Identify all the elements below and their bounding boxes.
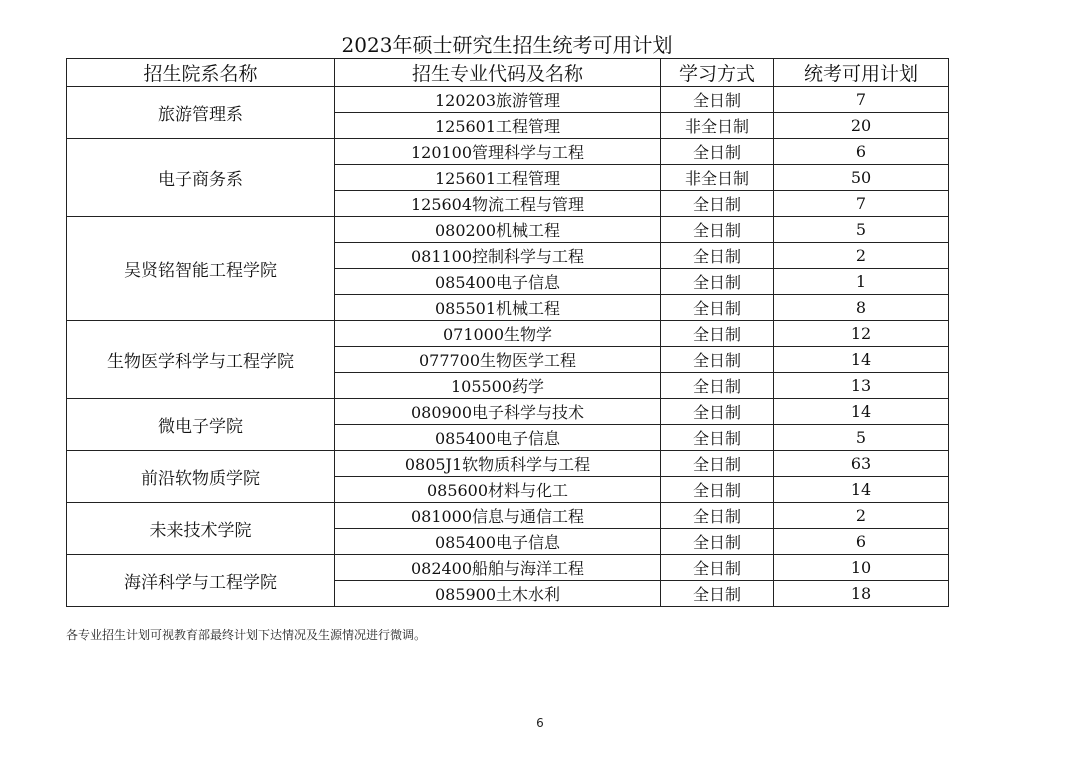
page-number: 6 <box>536 716 544 730</box>
study-mode-cell: 全日制 <box>661 295 774 321</box>
header-quota: 统考可用计划 <box>774 59 949 87</box>
quota-cell: 20 <box>774 113 949 139</box>
department-cell: 电子商务系 <box>67 139 335 217</box>
major-cell: 081000信息与通信工程 <box>335 503 661 529</box>
table-row <box>67 321 949 347</box>
major-cell: 085501机械工程 <box>335 295 661 321</box>
quota-cell: 7 <box>774 191 949 217</box>
major-cell: 080900电子科学与技术 <box>335 399 661 425</box>
department-cell: 微电子学院 <box>67 399 335 451</box>
major-cell: 080200机械工程 <box>335 217 661 243</box>
table-row <box>67 87 949 113</box>
quota-cell: 2 <box>774 503 949 529</box>
table-row <box>67 139 949 165</box>
study-mode-cell: 非全日制 <box>661 113 774 139</box>
quota-cell: 2 <box>774 243 949 269</box>
table-row <box>67 217 949 243</box>
study-mode-cell: 全日制 <box>661 191 774 217</box>
quota-cell: 10 <box>774 555 949 581</box>
footnote: 各专业招生计划可视教育部最终计划下达情况及生源情况进行微调。 <box>66 628 427 642</box>
table-header-row <box>67 59 949 87</box>
study-mode-cell: 全日制 <box>661 555 774 581</box>
department-cell: 吴贤铭智能工程学院 <box>67 217 335 321</box>
major-cell: 085600材料与化工 <box>335 477 661 503</box>
quota-cell: 5 <box>774 217 949 243</box>
header-study-mode: 学习方式 <box>661 59 774 87</box>
study-mode-cell: 全日制 <box>661 581 774 607</box>
department-cell: 海洋科学与工程学院 <box>67 555 335 607</box>
quota-cell: 6 <box>774 529 949 555</box>
major-cell: 082400船舶与海洋工程 <box>335 555 661 581</box>
major-cell: 081100控制科学与工程 <box>335 243 661 269</box>
department-cell: 未来技术学院 <box>67 503 335 555</box>
header-department: 招生院系名称 <box>67 59 335 87</box>
quota-cell: 8 <box>774 295 949 321</box>
study-mode-cell: 全日制 <box>661 451 774 477</box>
major-cell: 085400电子信息 <box>335 269 661 295</box>
major-cell: 0805J1软物质科学与工程 <box>335 451 661 477</box>
table-body <box>67 87 949 607</box>
quota-cell: 50 <box>774 165 949 191</box>
major-cell: 077700生物医学工程 <box>335 347 661 373</box>
department-cell: 旅游管理系 <box>67 87 335 139</box>
study-mode-cell: 全日制 <box>661 425 774 451</box>
study-mode-cell: 全日制 <box>661 347 774 373</box>
study-mode-cell: 全日制 <box>661 477 774 503</box>
table-row <box>67 399 949 425</box>
quota-cell: 12 <box>774 321 949 347</box>
study-mode-cell: 全日制 <box>661 373 774 399</box>
quota-cell: 1 <box>774 269 949 295</box>
quota-cell: 14 <box>774 347 949 373</box>
quota-cell: 5 <box>774 425 949 451</box>
study-mode-cell: 非全日制 <box>661 165 774 191</box>
department-cell: 前沿软物质学院 <box>67 451 335 503</box>
study-mode-cell: 全日制 <box>661 139 774 165</box>
header-major: 招生专业代码及名称 <box>335 59 661 87</box>
department-cell: 生物医学科学与工程学院 <box>67 321 335 399</box>
study-mode-cell: 全日制 <box>661 87 774 113</box>
quota-cell: 13 <box>774 373 949 399</box>
major-cell: 125604物流工程与管理 <box>335 191 661 217</box>
major-cell: 085400电子信息 <box>335 529 661 555</box>
table-row <box>67 503 949 529</box>
major-cell: 125601工程管理 <box>335 113 661 139</box>
study-mode-cell: 全日制 <box>661 503 774 529</box>
major-cell: 085900土木水利 <box>335 581 661 607</box>
quota-cell: 6 <box>774 139 949 165</box>
major-cell: 125601工程管理 <box>335 165 661 191</box>
major-cell: 105500药学 <box>335 373 661 399</box>
major-cell: 120203旅游管理 <box>335 87 661 113</box>
table-row <box>67 451 949 477</box>
quota-cell: 14 <box>774 477 949 503</box>
major-cell: 071000生物学 <box>335 321 661 347</box>
study-mode-cell: 全日制 <box>661 243 774 269</box>
study-mode-cell: 全日制 <box>661 399 774 425</box>
quota-cell: 7 <box>774 87 949 113</box>
quota-cell: 63 <box>774 451 949 477</box>
enrollment-plan-table <box>66 58 949 607</box>
quota-cell: 18 <box>774 581 949 607</box>
table-row <box>67 555 949 581</box>
major-cell: 120100管理科学与工程 <box>335 139 661 165</box>
major-cell: 085400电子信息 <box>335 425 661 451</box>
study-mode-cell: 全日制 <box>661 269 774 295</box>
study-mode-cell: 全日制 <box>661 321 774 347</box>
quota-cell: 14 <box>774 399 949 425</box>
study-mode-cell: 全日制 <box>661 217 774 243</box>
study-mode-cell: 全日制 <box>661 529 774 555</box>
page-title: 2023年硕士研究生招生统考可用计划 <box>341 33 673 57</box>
